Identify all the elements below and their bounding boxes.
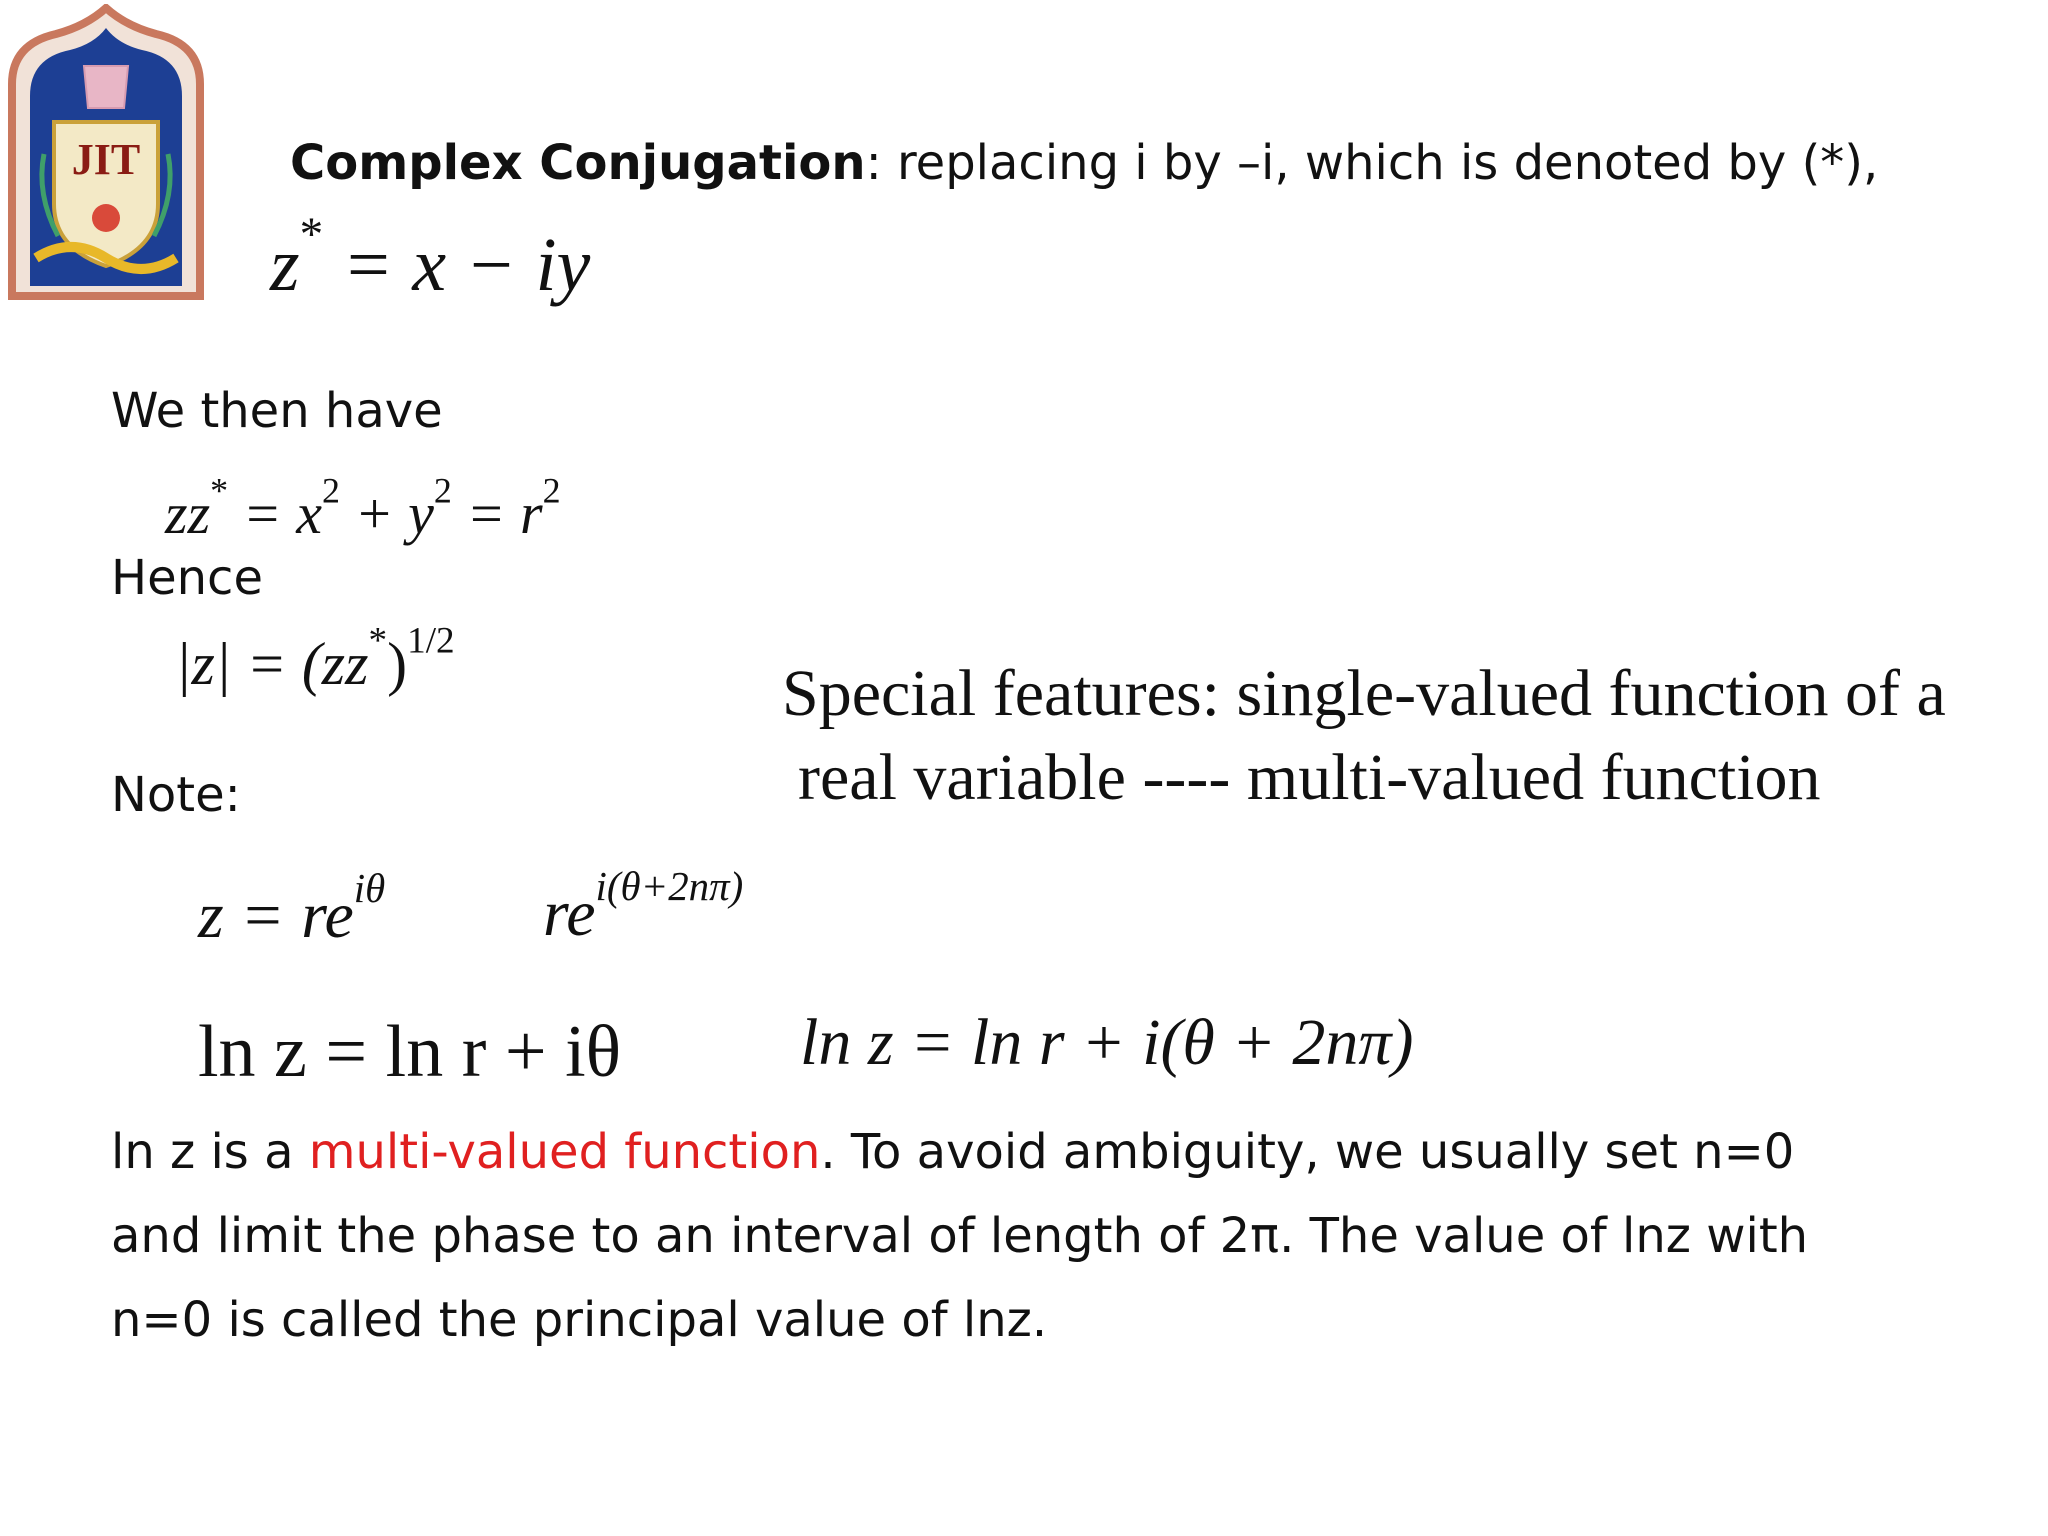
equation-modulus: $|z| = (zz^*)^{1/2}$ — [175, 620, 455, 697]
label-hence: Hence — [111, 550, 263, 606]
label-we-then-have: We then have — [111, 383, 443, 439]
highlight-multi-valued: multi-valued function — [308, 1124, 821, 1180]
heading-term: Complex Conjugation — [290, 135, 866, 191]
heading-text: : replacing i by –i, which is denoted by (*), — [865, 135, 1879, 191]
conclusion-line-3: n=0 is called the principal value of lnz. — [111, 1292, 1048, 1348]
equation-log-general: ln z = ln r + i(θ + 2nπ) — [800, 1006, 1414, 1079]
equation-polar: $z = re^{i\theta}$ — [198, 866, 386, 952]
institute-logo — [6, 4, 206, 300]
special-features-note — [782, 652, 1946, 820]
special-features-line-2: real variable ---- multi-valued function — [798, 741, 1821, 814]
special-features-line-1: Special features: single-valued function of a — [782, 657, 1946, 730]
heading — [290, 135, 1878, 191]
equation-polar-general: $re^{i(\theta+2n\pi)}$ — [543, 864, 744, 950]
equation-product: $zz^* = x^2 + y^2 = r^2$ — [165, 470, 561, 546]
conclusion-paragraph — [111, 1110, 1808, 1362]
conclusion-line-1: ln z is a multi-valued function. To avoid ambiguity, we usually set n=0 — [111, 1124, 1795, 1180]
equation-log-principal: ln z = ln r + iθ — [198, 1011, 622, 1093]
equation-conjugate: z* = x − iy — [270, 208, 591, 307]
conclusion-line-2: and limit the phase to an interval of length of 2π. The value of lnz with — [111, 1208, 1809, 1264]
label-note: Note: — [111, 767, 241, 823]
svg-text:JIT: JIT — [71, 135, 141, 184]
